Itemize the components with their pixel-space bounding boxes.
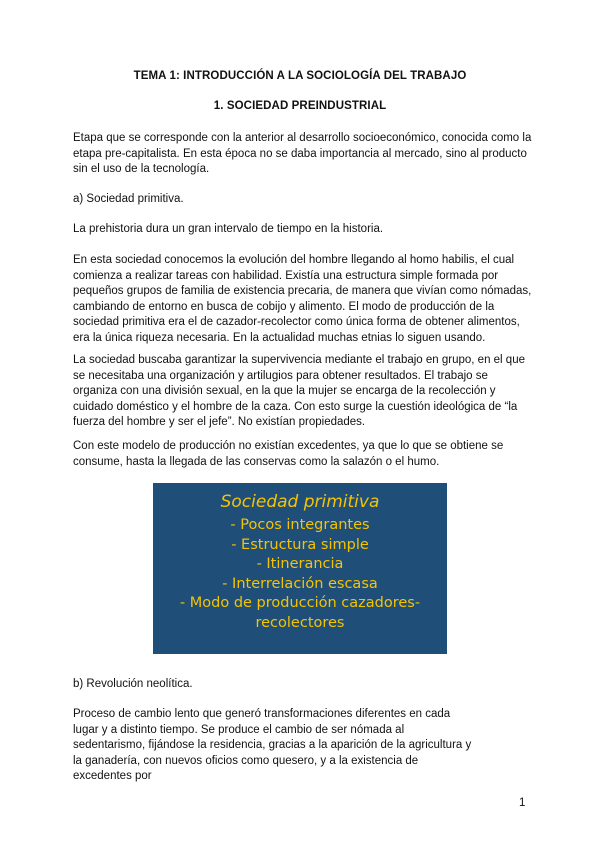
subsection-heading-b: b) Revolución neolítica. [73, 678, 193, 690]
page-number: 1 [519, 797, 526, 809]
section-title: 1. SOCIEDAD PREINDUSTRIAL [213, 100, 387, 112]
neolithic-paragraph: Proceso de cambio lento que generó transformaciones diferentes en cada lugar y a distinto tiempo. Se produce el cambio de ser nómada al sedentarismo, fijándose la residencia, gracias a la aparición de la agricultura y la ganadería, con nuevos oficios como quesero, y a la existencia de excedentes por [73, 708, 472, 783]
surplus-paragraph: Con este modelo de producción no existían excedentes, ya que lo que se obtiene se consume, hasta la llegada de las conservas como la salazón o el humo. [73, 440, 504, 468]
subsection-heading-a: a) Sociedad primitiva. [73, 193, 184, 205]
slide-item: recolectores [255, 614, 345, 631]
slide-item: - Itinerancia [256, 556, 344, 573]
slide-title: Sociedad primitiva [220, 492, 380, 512]
slide-item: - Interrelación escasa [222, 575, 378, 592]
intro-paragraph: Etapa que se corresponde con la anterior al desarrollo socioeconómico, conocida como la etapa pre-capitalista. En esta época no se daba importancia al mercado, sino al producto sin el uso de la tecnología. [73, 132, 532, 176]
prehistory-paragraph: La prehistoria dura un gran intervalo de tiempo en la historia. [73, 223, 384, 235]
summary-slide-image [153, 483, 447, 654]
evolution-paragraph: En esta sociedad conocemos la evolución del hombre llegando al homo habilis, el cual comienza a realizar tareas con habilidad. Existía una estructura simple formada por pequeños grupos de familia de existencia precaria, de manera que vivían como nómadas, cambiando de entorno en busca de cobijo y alimento. El modo de producción de la sociedad primitiva era el de cazador-recolector como única forma de obtener alimentos, era la única riqueza necesaria. En la actualidad muchas etnias lo siguen usando. [73, 254, 532, 344]
slide-list [153, 516, 447, 634]
document-title: TEMA 1: INTRODUCCIÓN A LA SOCIOLOGÍA DEL TRABAJO [133, 70, 467, 82]
slide-item: - Estructura simple [231, 536, 369, 553]
slide-item: - Modo de producción cazadores- [179, 595, 421, 612]
slide-item: - Pocos integrantes [230, 517, 370, 533]
survival-paragraph: La sociedad buscaba garantizar la supervivencia mediante el trabajo en grupo, en el que se necesitaba una organización y artilugios para obtener resultados. El trabajo se organiza con una división sexual, en la que la mujer se encarga de la recolección y cuidado doméstico y el hombre de la caza. Con esto surge la cuestión ideológica de “la fuerza del hombre y ser el jefe”. No existían propiedades. [73, 354, 525, 429]
